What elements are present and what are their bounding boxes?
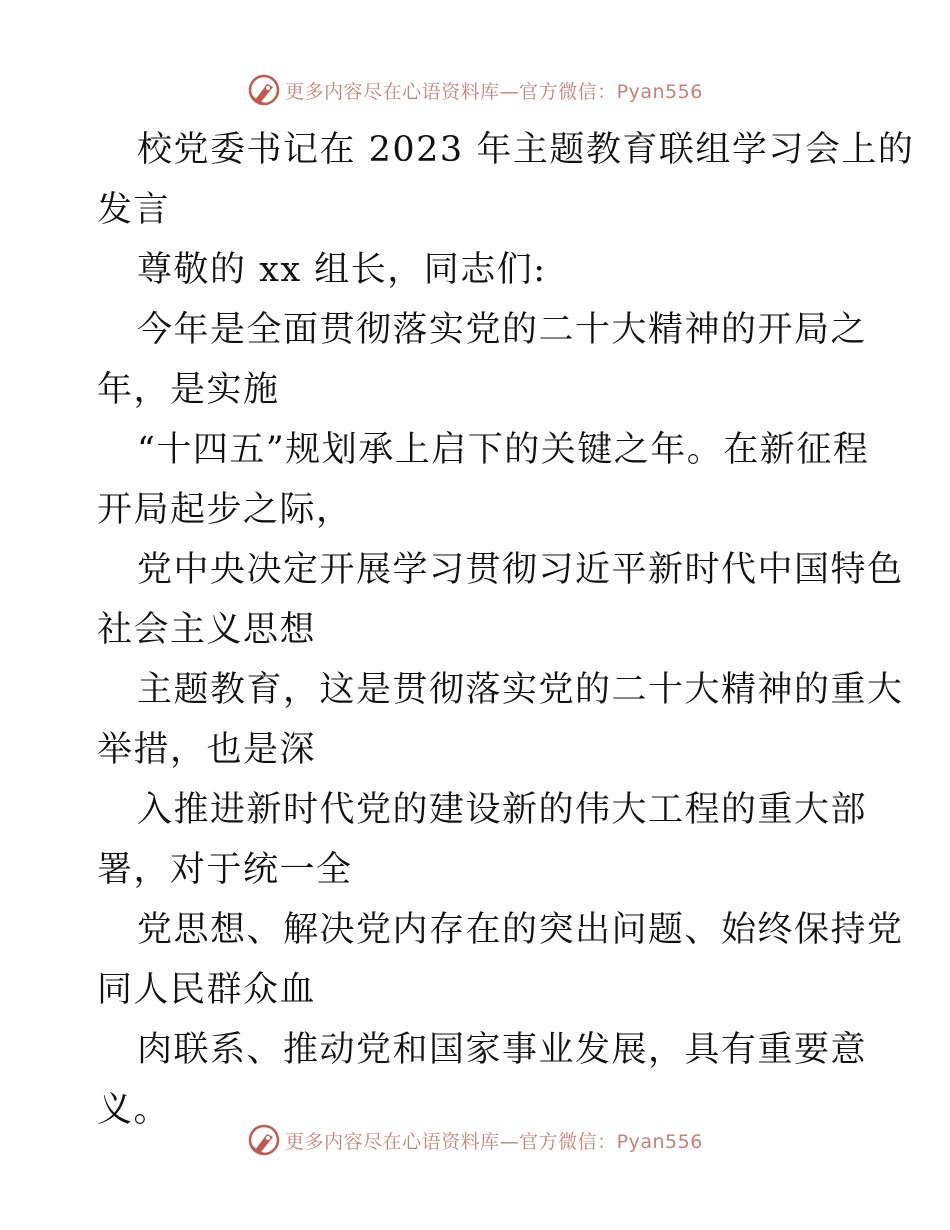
pen-nib-circle-icon bbox=[247, 73, 281, 107]
pen-nib-circle-icon bbox=[247, 1123, 281, 1157]
paragraph-line: 义。 bbox=[97, 1090, 171, 1130]
title-line-2: 发言 bbox=[97, 190, 171, 230]
title-line-1: 校党委书记在 2023 年主题教育联组学习会上的 bbox=[137, 130, 915, 170]
paragraph-line: 社会主义思想 bbox=[97, 610, 317, 650]
watermark-text: 更多内容尽在心语资料库—官方微信：Pyan556 bbox=[285, 1130, 703, 1153]
watermark-text: 更多内容尽在心语资料库—官方微信：Pyan556 bbox=[285, 80, 703, 103]
paragraph-line: 署，对于统一全 bbox=[97, 850, 353, 890]
paragraph-line: 党中央决定开展学习贯彻习近平新时代中国特色 bbox=[137, 550, 904, 590]
paragraph-line: 今年是全面贯彻落实党的二十大精神的开局之 bbox=[137, 310, 868, 350]
watermark-banner-bottom bbox=[0, 1122, 950, 1158]
document-body bbox=[97, 120, 915, 1140]
paragraph-line: 肉联系、推动党和国家事业发展，具有重要意 bbox=[137, 1030, 868, 1070]
paragraph-line: 入推进新时代党的建设新的伟大工程的重大部 bbox=[137, 790, 868, 830]
paragraph-line: 同人民群众血 bbox=[97, 970, 317, 1010]
paragraph-line: 党思想、解决党内存在的突出问题、始终保持党 bbox=[137, 910, 904, 950]
salutation: 尊敬的 xx 组长，同志们: bbox=[137, 250, 547, 290]
paragraph-line: 年，是实施 bbox=[97, 370, 280, 410]
watermark-banner-top bbox=[0, 72, 950, 108]
paragraph-line: 开局起步之际， bbox=[97, 490, 353, 530]
paragraph-line: “十四五”规划承上启下的关键之年。在新征程 bbox=[137, 430, 870, 470]
paragraph-line: 举措，也是深 bbox=[97, 730, 317, 770]
paragraph-line: 主题教育，这是贯彻落实党的二十大精神的重大 bbox=[137, 670, 904, 710]
